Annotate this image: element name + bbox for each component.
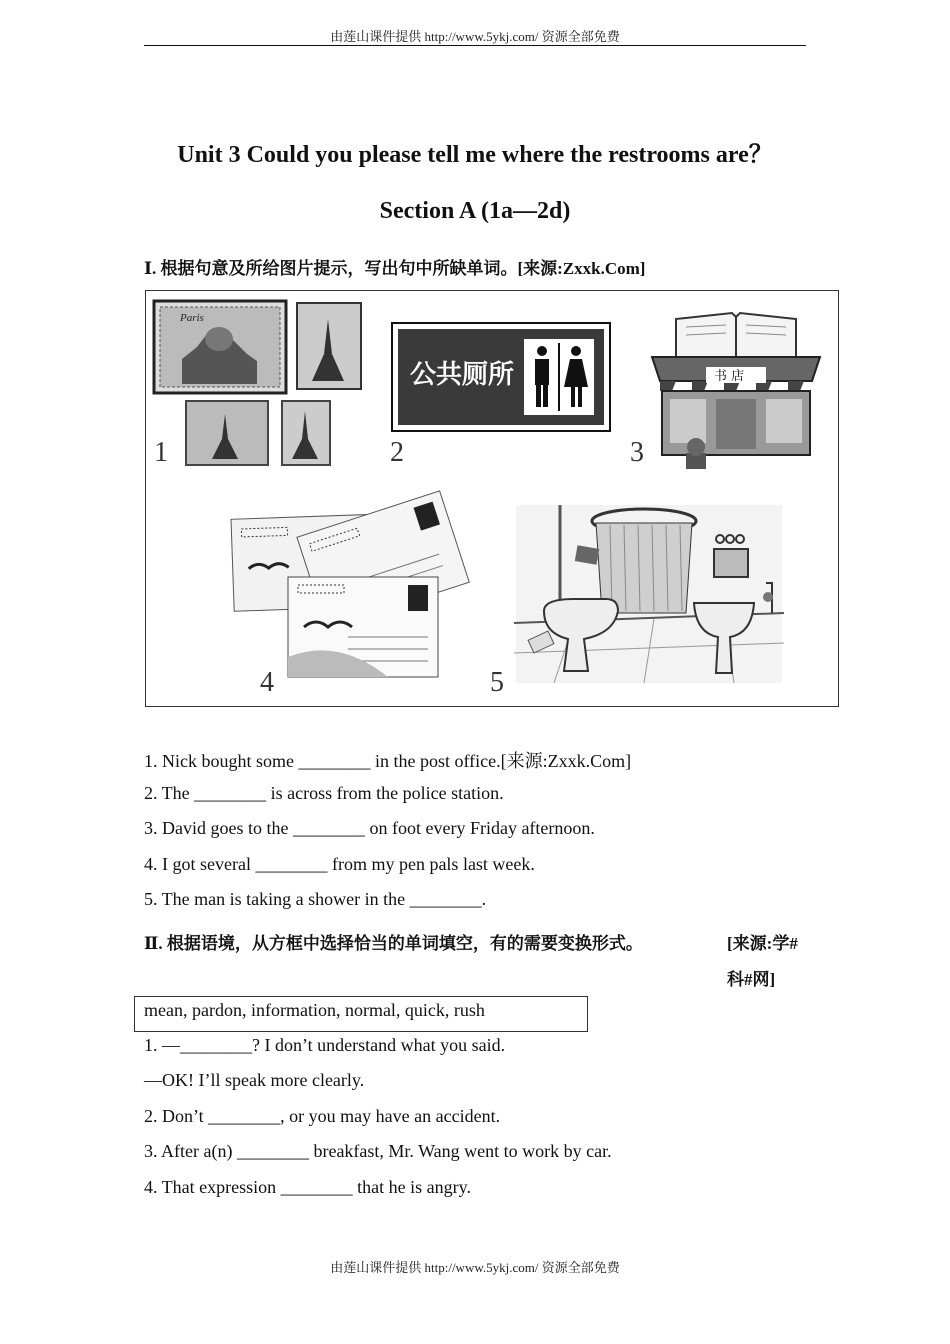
s2-question-3: 3. After a(n) ________ breakfast, Mr. Wang went to work by car.	[144, 1141, 612, 1161]
bathroom-picture	[514, 503, 784, 685]
section-subtitle: Section A (1a—2d)	[379, 198, 571, 224]
s1-question-5: 5. The man is taking a shower in the ________.	[144, 889, 487, 909]
page-header: 由莲山课件提供 http://www.5ykj.com/ 资源全部免费	[330, 29, 620, 44]
shop-text: 书 店	[714, 369, 745, 384]
header-rule	[144, 45, 806, 46]
s2-question-1-reply: —OK! I’ll speak more clearly.	[144, 1070, 365, 1090]
bookstore-picture	[646, 307, 826, 475]
picture-label-2: 2	[390, 437, 404, 468]
section-2-instruction: Ⅱ. 根据语境，从方框中选择恰当的单词填空，有的需要变换形式。	[144, 934, 643, 953]
section-1-heading: Ⅰ. 根据句意及所给图片提示，写出句中所缺单词。[来源:Zxxk.Com]	[144, 259, 646, 278]
picture-label-1: 1	[154, 437, 168, 468]
s1-question-2: 2. The ________ is across from the police station.	[144, 783, 504, 803]
stamps-picture	[152, 299, 372, 469]
picture-frame	[145, 290, 839, 707]
section-2-heading	[144, 926, 808, 989]
postcard-text: Paris	[180, 312, 204, 324]
s2-question-4: 4. That expression ________ that he is angry.	[144, 1177, 471, 1197]
envelopes-picture	[228, 487, 478, 691]
section-2-source: [来源:学#科#网]	[727, 934, 798, 989]
sign-text: 公共厕所	[410, 360, 515, 390]
s1-question-3: 3. David goes to the ________ on foot every Friday afternoon.	[144, 818, 595, 838]
restroom-sign-picture	[390, 321, 612, 433]
page-title: Unit 3 Could you please tell me where the restrooms are？	[177, 142, 773, 168]
s1-question-4: 4. I got several ________ from my pen pals last week.	[144, 854, 535, 874]
picture-label-3: 3	[630, 437, 644, 468]
s1-question-1: 1. Nick bought some ________ in the post office.[来源:Zxxk.Com]	[144, 751, 632, 771]
word-box: mean, pardon, information, normal, quick, rush	[134, 996, 588, 1032]
s2-question-2: 2. Don’t ________, or you may have an accident.	[144, 1106, 501, 1126]
page-footer: 由莲山课件提供 http://www.5ykj.com/ 资源全部免费	[330, 1260, 620, 1275]
picture-label-4: 4	[260, 667, 274, 698]
picture-label-5: 5	[490, 667, 504, 698]
s2-question-1: 1. —________? I don’t understand what you said.	[144, 1035, 506, 1055]
